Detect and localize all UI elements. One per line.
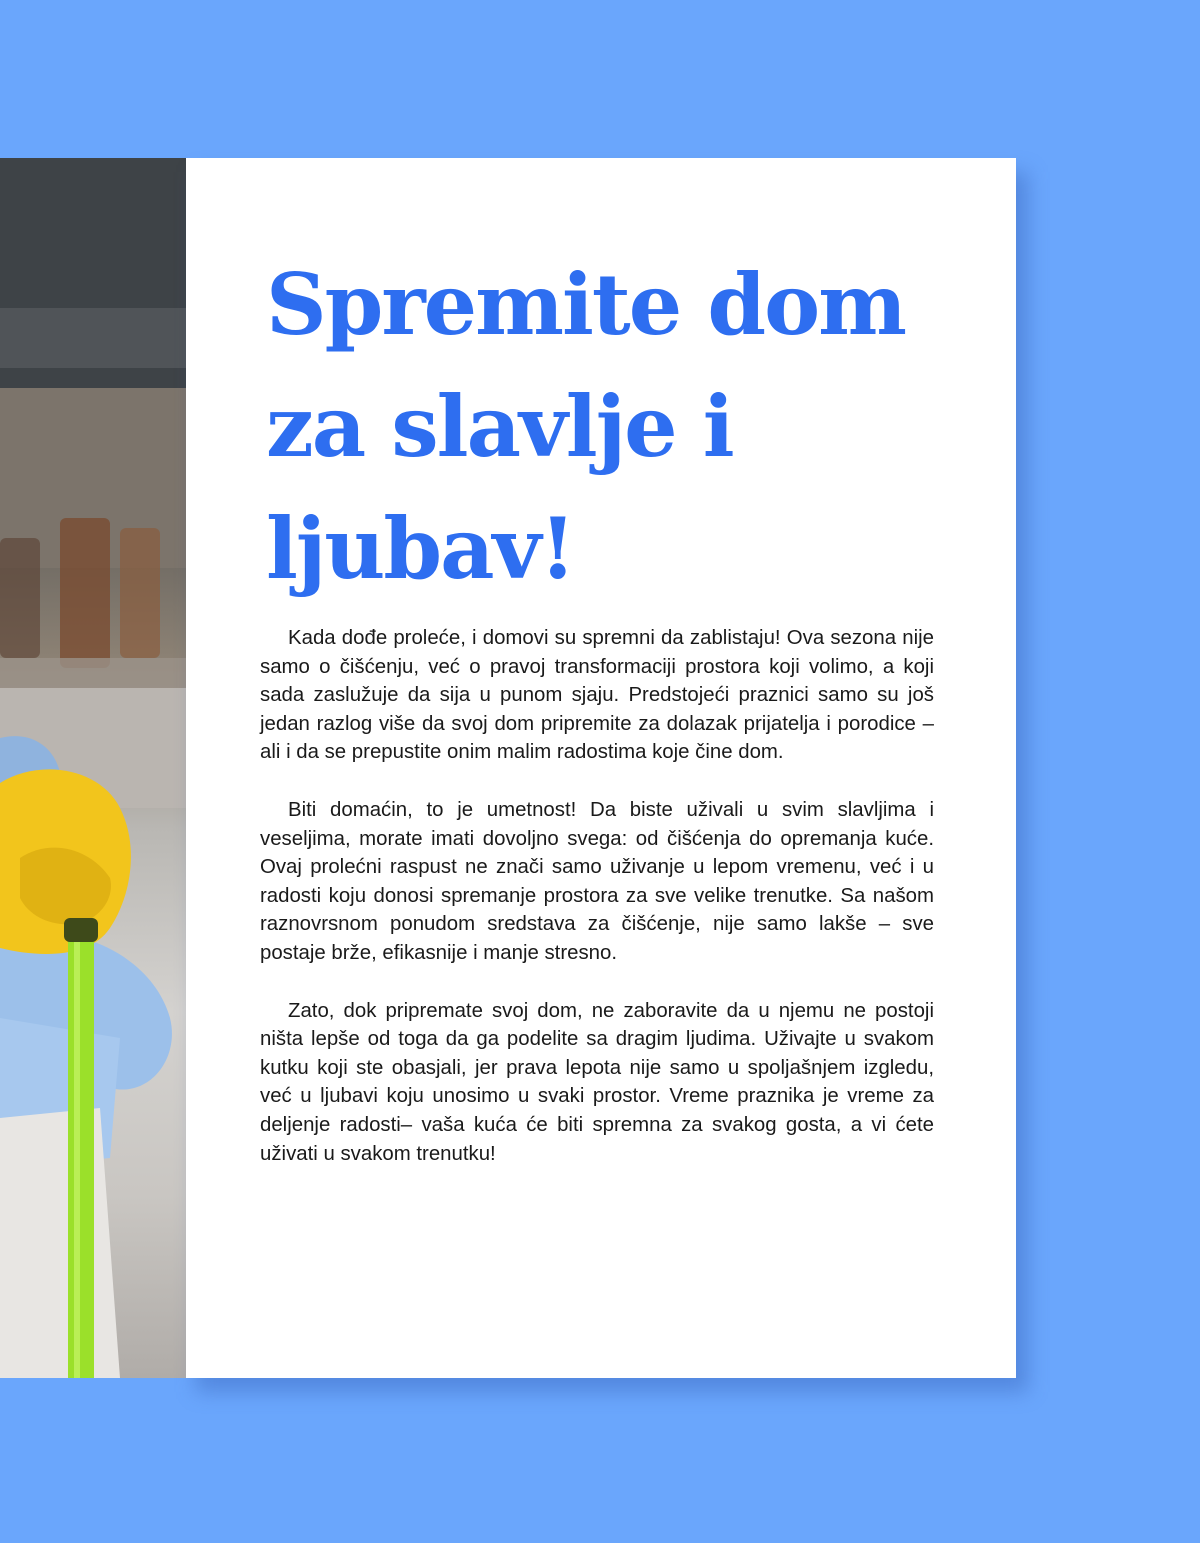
- article-page: [186, 158, 1016, 1378]
- cleaning-photo: [0, 158, 186, 1378]
- article-paragraph-2: Biti domaćin, to je umetnost! Da biste uživali u svim slavljima i veseljima, morate imati dovoljno svega: od čišćenja do opremanja kuće. Ovaj prolećni raspust ne znači samo uživanje u lepom vremenu, već i u radosti koju donosi spremanje prostora za sve velike trenutke. Sa našom raznovrsnom ponudom sredstava za čišćenje, nije samo lakše – sve postaje brže, efikasnije i manje stresno.: [260, 798, 934, 964]
- article-body: [260, 624, 934, 1197]
- cleaning-photo-illustration: [0, 158, 186, 1378]
- article-paragraph-1: Kada dođe proleće, i domovi su spremni da zablistaju! Ova sezona nije samo o čišćenju, već o pravoj transformaciji prostora koji volimo, a koji sada zaslužuje da sija u punom sjaju. Predstojeći praznici samo su još jedan razlog više da svoj dom pripremite za dolazak prijatelja i porodice – ali i da se prepustite onim malim radostima koje čine dom.: [260, 627, 934, 764]
- article-paragraph-3: Zato, dok pripremate svoj dom, ne zaboravite da u njemu ne postoji ništa lepše od toga da ga podelite sa dragim ljudima. Uživajte u svakom kutku koji ste obasjali, jer prava lepota nije samo u spoljašnjem izgledu, već u ljubavi koju unosimo u svaki prostor. Vreme praznika je vreme za deljenje radosti– vaša kuća će biti spremna za svakog gosta, a vi ćete uživati u svakom trenutku!: [260, 999, 934, 1165]
- article-headline: Spremite dom za slavlje i ljubav!: [266, 255, 906, 598]
